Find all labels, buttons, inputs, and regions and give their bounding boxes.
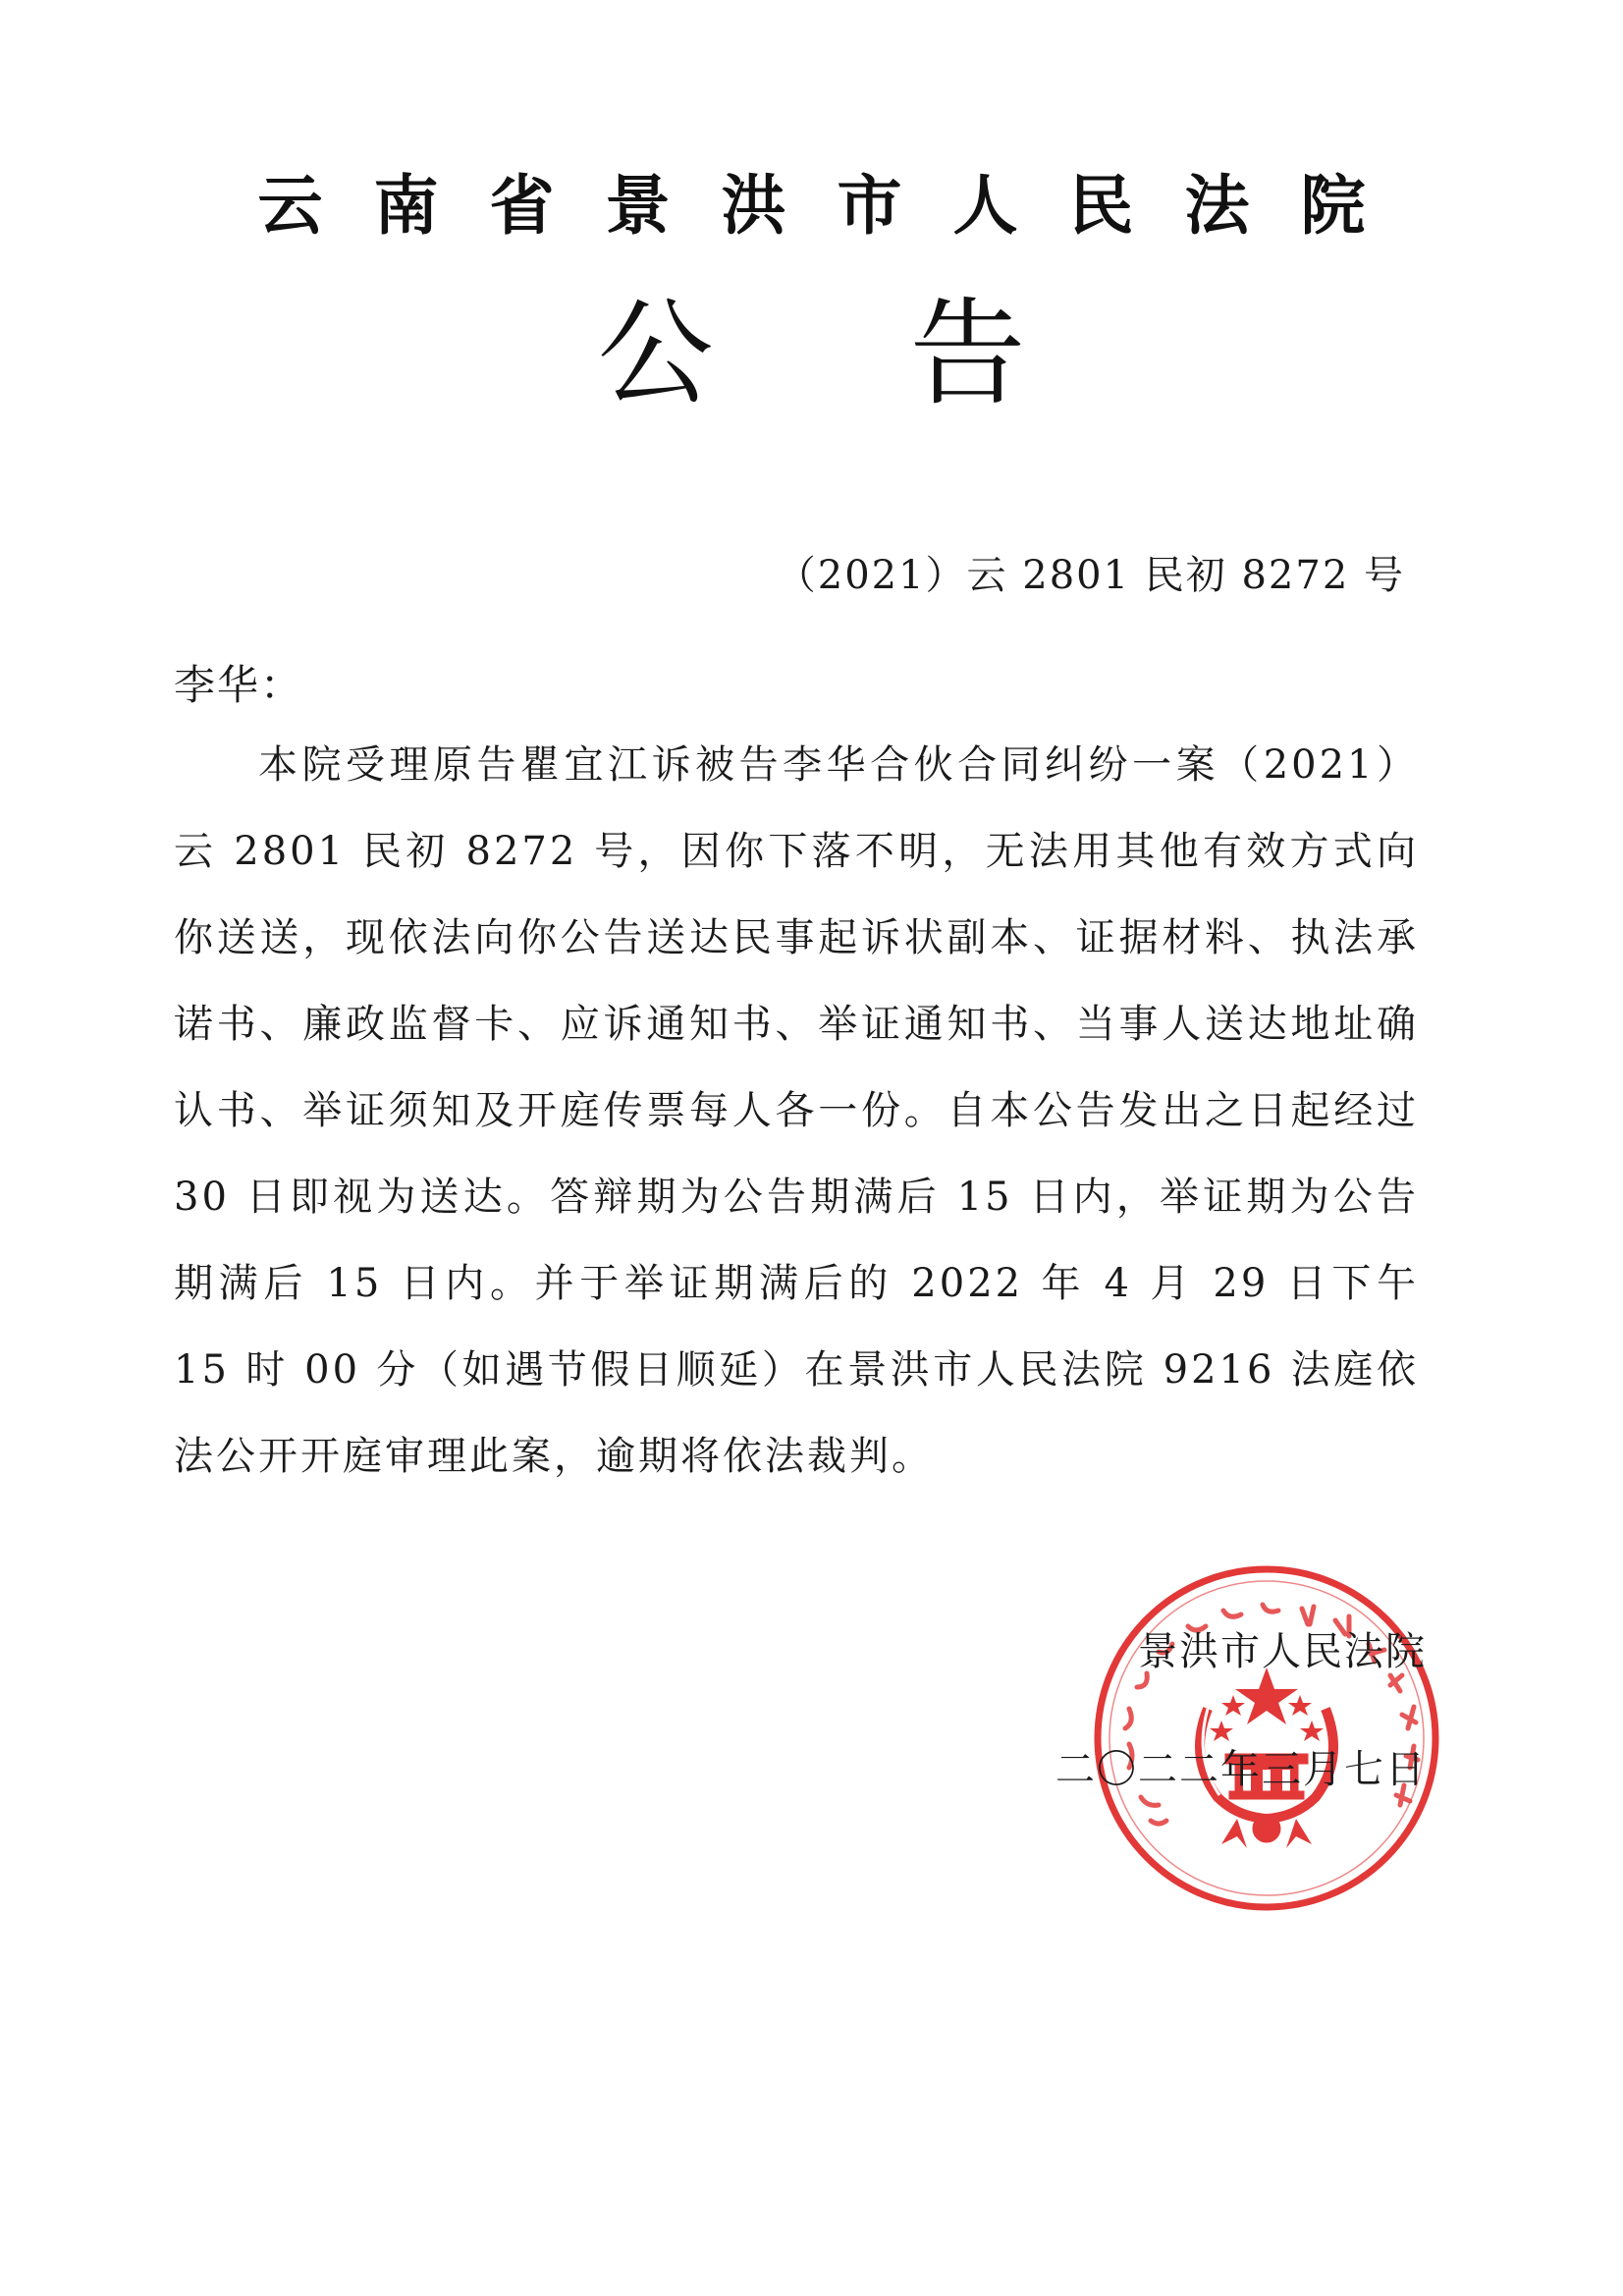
signature-block — [1055, 1622, 1427, 1799]
notice-body: 本院受理原告瞿宜江诉被告李华合伙合同纠纷一案（2021）云 2801 民初 8272 号，因你下落不明，无法用其他有效方式向你送送，现依法向你公告送达民事起诉状副本、证据材料、执法承诺书、廉政监督卡、应诉通知书、举证通知书、当事人送达地址确认书、举证须知及开庭传票每人各一份。自本公告发出之日起经过 30 日即视为送达。答辩期为公告期满后 15 日内，举证期为公告期满后 15 日内。并于举证期满后的 2022 年 4 月 29 日下午 15 时 00 分（如遇节假日顺延）在景洪市人民法院 9216 法庭依法公开开庭审理此案，逾期将依法裁判。 — [174, 742, 1419, 1479]
document-type-heading: 公告 — [597, 286, 1222, 421]
court-name-heading: 云南省景洪市人民法院 — [257, 168, 1417, 244]
addressee: 李华： — [174, 661, 304, 709]
case-number: （2021）云 2801 民初 8272 号 — [776, 553, 1405, 598]
signing-date: 二〇二二年三月七日 — [1055, 1747, 1427, 1792]
signing-court: 景洪市人民法院 — [1138, 1629, 1427, 1674]
